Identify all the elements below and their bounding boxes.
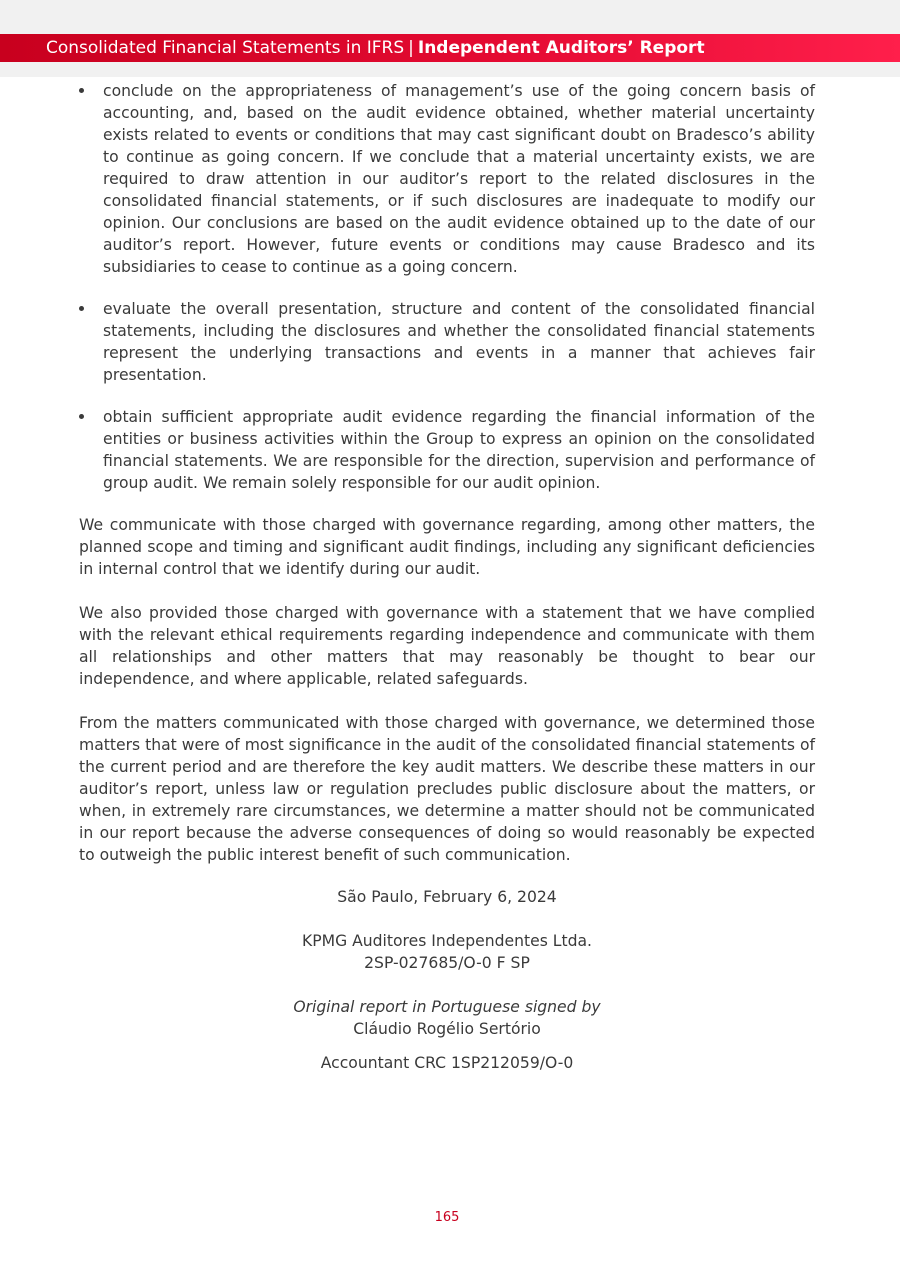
bullet-text: conclude on the appropriateness of management’s use of the going concern basis of accounting, and, based on the audit evidence obtained, whether material uncertainty exists related to events or conditions that may cast significant doubt on Bradesco’s ability to continue as going concern. If we conclude that a material uncertainty exists, we are required to draw attention in our auditor’s report to the related disclosures in the consolidated financial statements, or if such disclosures are inadequate to modify our opinion. Our conclusions are based on the audit evidence obtained up to the date of our auditor’s report. However, future events or conditions may cause Bradesco and its subsidiaries to cease to continue as a going concern. [103,82,815,276]
report-body [79,80,815,888]
paragraph-independence: We also provided those charged with governance with a statement that we have complied with the relevant ethical requirements regarding independence and communicate with them all relationships and other matters that may reasonably be thought to bear our independence, and where applicable, related safeguards. [79,604,815,688]
header-inner [46,34,705,62]
header-section: Consolidated Financial Statements in IFRS [46,38,405,58]
signer-name: Cláudio Rogélio Sertório [353,1020,541,1038]
signed-note: Original report in Portuguese signed by [293,998,601,1016]
header-separator: | [408,38,414,58]
accountant-registration: Accountant CRC 1SP212059/O-0 [320,1054,574,1072]
top-band [0,0,900,34]
bullet-item [79,80,815,278]
bullet-item [79,406,815,494]
firm-registration: 2SP-027685/O-0 F SP [364,954,530,972]
bullet-text: obtain sufficient appropriate audit evidence regarding the financial information of the entities or business activities within the Group to express an opinion on the consolidated financial statements. We are responsible for the direction, supervision and performance of group audit. We remain solely responsible for our audit opinion. [103,408,815,492]
bullet-list [79,80,815,494]
paragraph-key-audit-matters: From the matters communicated with those charged with governance, we determined those matters that were of most significance in the audit of the consolidated financial statements of the current period and are therefore the key audit matters. We describe these matters in our auditor’s report, unless law or regulation precludes public disclosure about the matters, or when, in extremely rare circumstances, we determine a matter should not be communicated in our report because the adverse consequences of doing so would reasonably be expected to outweigh the public interest benefit of such communication. [79,714,815,864]
page-number: 165 [434,1210,460,1225]
header-title: Independent Auditors’ Report [417,38,705,58]
bullet-text: evaluate the overall presentation, structure and content of the consolidated financial statements, including the disclosures and whether the consolidated financial statements represent the underlying transactions and events in a manner that achieves fair presentation. [103,300,815,384]
under-band [0,62,900,77]
paragraph-governance: We communicate with those charged with governance regarding, among other matters, the planned scope and timing and significant audit findings, including any significant deficiencies in internal control that we identify during our audit. [79,516,815,578]
firm-name: KPMG Auditores Independentes Ltda. [301,932,593,950]
bullet-dot-icon [79,306,84,311]
header-bar [0,34,900,62]
signature-block [0,886,894,1074]
place-date: São Paulo, February 6, 2024 [337,888,557,906]
bullet-dot-icon [79,414,84,419]
bullet-item [79,298,815,386]
bullet-dot-icon [79,88,84,93]
